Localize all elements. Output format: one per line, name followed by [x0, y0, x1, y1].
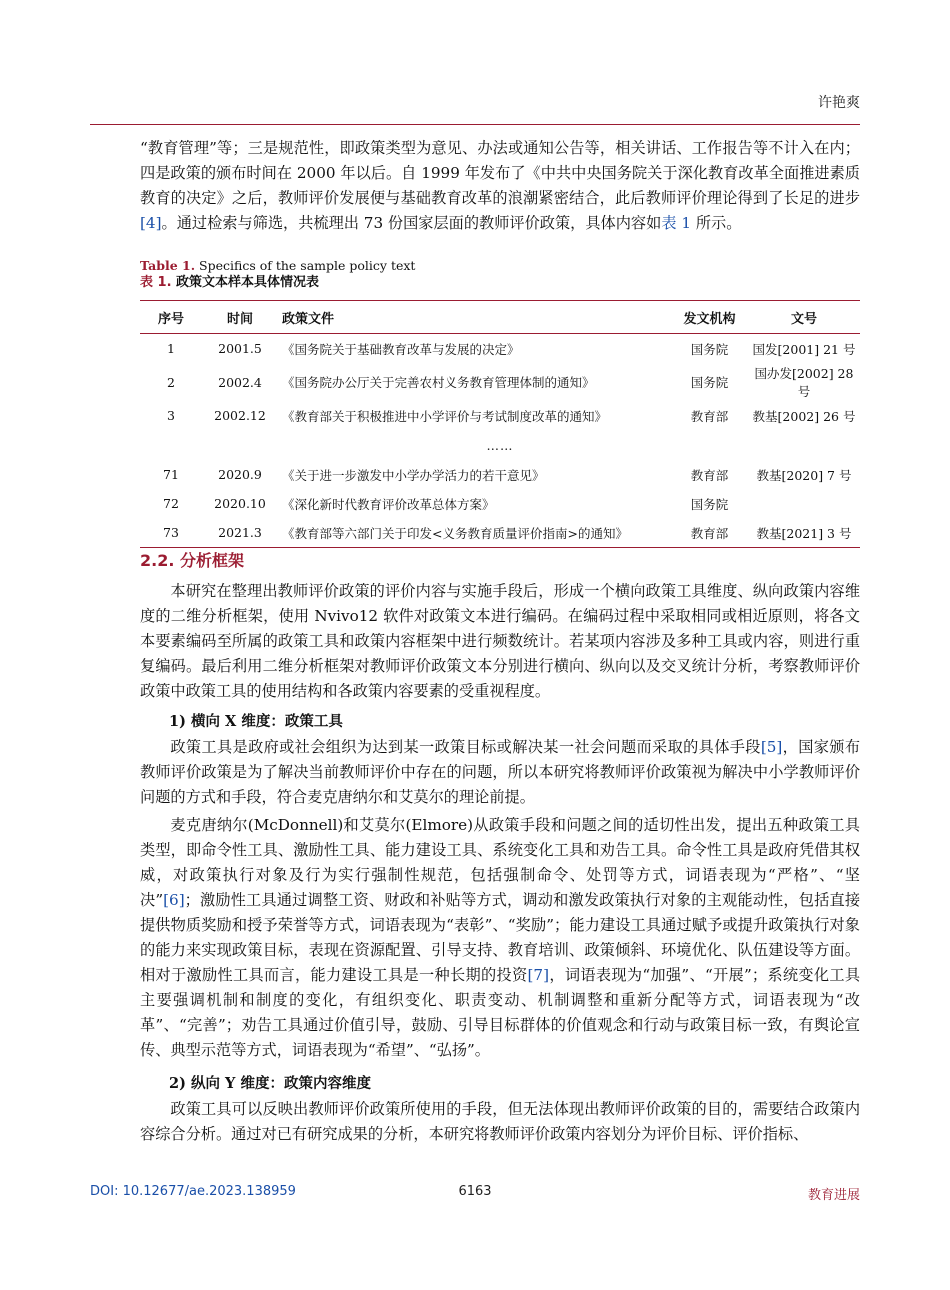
cell-number	[748, 489, 860, 518]
cell-date: 2001.5	[218, 341, 262, 356]
table-caption-en: Table 1. Specifics of the sample policy text	[140, 258, 416, 273]
header-number: 文号	[790, 311, 817, 327]
cell-number: 教基[2002] 26 号	[752, 408, 856, 424]
cell-index: 3	[167, 408, 175, 423]
table-ellipsis-row	[140, 430, 860, 460]
cell-agency: 教育部	[690, 525, 729, 541]
table-row	[140, 363, 860, 401]
cell-date: 2002.4	[218, 374, 262, 390]
subheading-y-dimension: 2) 纵向 Y 维度：政策内容维度	[169, 1075, 371, 1092]
table-row	[140, 489, 860, 518]
paragraph-policy-content: 政策工具可以反映出教师评价政策所使用的手段，但无法体现出教师评价政策的目的，需要结合政策内容综合分析。通过对已有研究成果的分析，本研究将教师评价政策内容划分为评价目标、评价指标、	[140, 1100, 860, 1143]
cell-document: 《关于进一步激发中小学办学活力的若干意见》	[282, 467, 545, 483]
footer-page-number: 6163	[458, 1184, 492, 1199]
cell-date: 2020.9	[218, 467, 262, 482]
cell-agency: 教育部	[690, 467, 729, 483]
cell-date: 2021.3	[218, 525, 262, 540]
paragraph-framework: 本研究在整理出教师评价政策的评价内容与实施手段后，形成一个横向政策工具维度、纵向政策内容维度的二维分析框架，使用 Nvivo12 软件对政策文本进行编码。在编码过程中采取相同或相近原则，将各文本要素编码至所属的政策工具和政策内容框架中进行频数统计。若某项内容涉及多种工具或内容，则进行重复编码。最后利用二维分析框架对教师评价政策文本分别进行横向、纵向以及交叉统计分析，考察教师评价政策中政策工具的使用结构和各政策内容要素的受重视程度。	[140, 582, 860, 700]
cell-document: 《教育部等六部门关于印发<义务教育质量评价指南>的通知》	[282, 525, 628, 541]
cell-index: 72	[163, 496, 179, 511]
header-date: 时间	[226, 311, 253, 327]
footer-journal: 教育进展	[807, 1188, 860, 1203]
paragraph-policy-tools: 政策工具是政府或社会组织为达到某一政策目标或解决某一社会问题而采取的具体手段[5]，国家颁布教师评价政策是为了解决当前教师评价中存在的问题，所以本研究将教师评价政策视为解决中小学教师评价问题的方式和手段，符合麦克唐纳尔和艾莫尔的理论前提。	[140, 738, 861, 806]
cell-index: 73	[163, 525, 179, 540]
citation-link[interactable]: [7]	[527, 966, 550, 984]
cell-agency: 国务院	[690, 375, 729, 390]
section-title: 2.2. 分析框架	[140, 551, 244, 570]
cell-number: 国办发[2002] 28 号	[754, 366, 854, 399]
citation-link[interactable]: [6]	[163, 891, 185, 909]
cell-document: 《教育部关于积极推进中小学评价与考试制度改革的通知》	[282, 408, 608, 424]
cell-agency: 国务院	[690, 341, 729, 357]
citation-link[interactable]: [5]	[760, 738, 783, 756]
intro-paragraph: “教育管理”等；三是规范性，即政策类型为意见、办法或通知公告等，相关讲话、工作报告等不计入在内；四是政策的颁布时间在 2000 年以后。自 1999 年发布了《中共中央国务院关于深化教育改革全面推进素质教育的决定》之后，教师评价发展便与基础教育改革的浪潮紧密结合，此后教师评价理论得到了长足的进步[4]。通过检索与筛选，共梳理出 73 份国家层面的教师评价政策，具体内容如表 1 所示。	[140, 139, 860, 232]
table-link[interactable]: 表 1	[661, 214, 691, 232]
cell-number: 教基[2021] 3 号	[756, 525, 852, 541]
citation-link[interactable]: [4]	[140, 214, 162, 232]
policy-table	[140, 300, 860, 548]
table-caption-zh: 表 1. 政策文本样本具体情况表	[140, 275, 320, 290]
header-document: 政策文件	[282, 311, 335, 327]
table-row	[140, 334, 860, 364]
paragraph-tool-types: 麦克唐纳尔(McDonnell)和艾莫尔(Elmore)从政策手段和问题之间的适切性出发，提出五种政策工具类型，即命令性工具、激励性工具、能力建设工具、系统变化工具和劝告工具。命令性工具是政府凭借其权威，对政策执行对象及行为实行强制性规范，包括强制命令、处罚等方式，词语表现为“严格”、“坚决”[6]；激励性工具通过调整工资、财政和补贴等方式，调动和激发政策执行对象的主观能动性，包括直接提供物质奖励和授予荣誉等方式，词语表现为“表彰”、“奖励”；能力建设工具通过赋予或提升政策执行对象的能力来实现政策目标，表现在资源配置、引导支持、教育培训、政策倾斜、环境优化、队伍建设等方面。相对于激励性工具而言，能力建设工具是一种长期的投资[7]，词语表现为“加强”、“开展”；系统变化工具主要强调机制和制度的变化，有组织变化、职责变动、机制调整和重新分配等方式，词语表现为“改革”、“完善”；劝告工具通过价值引导，鼓励、引导目标群体的价值观念和行动与政策目标一致，有舆论宣传、典型示范等方式，词语表现为“希望”、“弘扬”。	[140, 816, 861, 1059]
header-index: 序号	[157, 311, 184, 327]
table-row	[140, 518, 860, 548]
cell-index: 2	[167, 374, 175, 390]
subheading-x-dimension: 1) 横向 X 维度：政策工具	[169, 713, 343, 730]
table-header-row	[140, 301, 860, 334]
ellipsis: ……	[486, 437, 514, 453]
header-agency: 发文机构	[683, 311, 736, 327]
cell-date: 2020.10	[214, 496, 266, 511]
table-row	[140, 460, 860, 489]
header-author: 许艳爽	[818, 95, 860, 111]
header-rule	[90, 124, 860, 125]
cell-document: 《国务院办公厅关于完善农村义务教育管理体制的通知》	[282, 375, 595, 390]
table-row	[140, 401, 860, 430]
cell-index: 1	[167, 341, 175, 356]
footer-doi[interactable]: DOI: 10.12677/ae.2023.138959	[90, 1184, 296, 1199]
cell-number: 国发[2001] 21 号	[752, 341, 856, 357]
cell-number: 教基[2020] 7 号	[756, 467, 852, 483]
cell-agency: 国务院	[690, 496, 729, 512]
cell-agency: 教育部	[690, 408, 729, 424]
cell-date: 2002.12	[214, 408, 266, 423]
cell-document: 《深化新时代教育评价改革总体方案》	[282, 496, 495, 512]
cell-index: 71	[163, 467, 179, 482]
cell-document: 《国务院关于基础教育改革与发展的决定》	[282, 341, 520, 357]
